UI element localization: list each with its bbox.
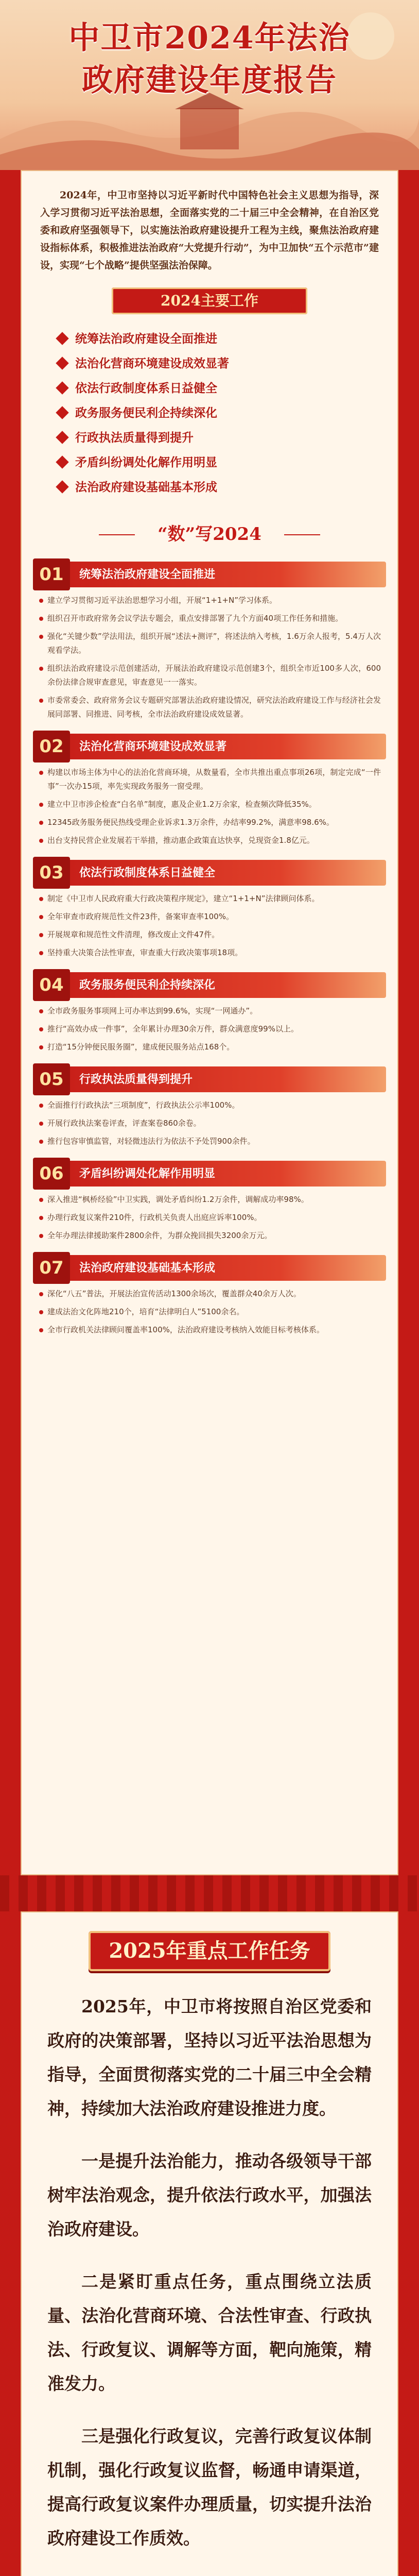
section-body (33, 594, 386, 721)
section-title: 法治政府建设基础基本形成 (79, 1261, 216, 1275)
title-line-2: 政府建设年度报告 (82, 62, 337, 98)
section-body (33, 766, 386, 848)
bullet-dot-icon (39, 1198, 43, 1202)
numbers-sections (22, 562, 397, 1337)
number-section (33, 1255, 386, 1337)
bullet-dot-icon (39, 1310, 43, 1314)
bullet-dot-icon (39, 1009, 43, 1013)
bullet-dot-icon (39, 821, 43, 825)
section-body (33, 1098, 386, 1148)
diamond-icon (56, 431, 68, 444)
intro-text: 2024年，中卫市坚持以习近平新时代中国特色社会主义思想为指导，深入学习贯彻习近平法治思想，全面落实党的二十届三中全会精神，在自治区党委和政府坚强领导下，以实施法治政府建设提升工程为主线，聚焦法治政府建设指标体系，积极推进法治政府“大党提升行动”，为中卫加快“五个示范市”建设，实现“七个战略”提供坚强法治保障。 (40, 190, 379, 271)
section-paragraph: 推行包容审慎监管，对轻微违法行为依法不予处罚900余件。 (38, 1134, 381, 1148)
section-body (33, 892, 386, 960)
plan-paragraph: 一是提升法治能力，推动各级领导干部树牢法治观念，提升依法行政水平，加强法治政府建设。 (47, 2151, 372, 2239)
bullet-dot-icon (39, 933, 43, 937)
section-body (33, 1193, 386, 1243)
plan-banner: 2025年重点工作任务 (89, 1931, 330, 1971)
bullet-dot-icon (39, 771, 43, 775)
section-paragraph: 组织召开市政府常务会议学法专题会，重点安排部署了九个方面40项工作任务和措施。 (38, 612, 381, 625)
bullet-dot-icon (39, 1216, 43, 1220)
task-item: 政务服务便民利企持续深化 (58, 401, 361, 426)
section-number: 01 (33, 558, 70, 590)
section-header (33, 972, 386, 998)
bullet-dot-icon (39, 1045, 43, 1049)
diamond-icon (56, 332, 68, 345)
number-section (33, 972, 386, 1054)
section-header (33, 860, 386, 886)
section-paragraph: 打造“15分钟便民服务圈”，建成便民服务站点168个。 (38, 1040, 381, 1054)
section-title: 统筹法治政府建设全面推进 (79, 568, 216, 581)
section-paragraph: 全面推行行政执法“三项制度”，行政执法公示率100%。 (38, 1098, 381, 1112)
diamond-icon (56, 455, 68, 468)
section-header (33, 734, 386, 759)
task-item: 法治化营商环境建设成效显著 (58, 351, 361, 376)
section-number: 02 (33, 731, 70, 762)
section-header (33, 562, 386, 587)
bullet-dot-icon (39, 839, 43, 843)
section-body (33, 1004, 386, 1054)
task-item: 行政执法质量得到提升 (58, 426, 361, 450)
task-item: 统筹法治政府建设全面推进 (58, 327, 361, 351)
section-paragraph: 出台支持民营企业发展若干举措，推动惠企政策直达快享，兑现资金1.8亿元。 (38, 834, 381, 848)
plan-panel (21, 1911, 398, 2576)
section-paragraph: 全市政务服务事项网上可办率达到99.6%，实现“一网通办”。 (38, 1004, 381, 1018)
bullet-dot-icon (39, 1328, 43, 1332)
bullet-dot-icon (39, 667, 43, 671)
section-paragraph: 强化“关键少数”学法用法，组织开展“述法+测评”，将述法纳入考核，1.6万余人报考，5.4万人次观看学法。 (38, 630, 381, 657)
section-number: 06 (33, 1158, 70, 1190)
section-header (33, 1161, 386, 1187)
bullet-dot-icon (39, 1292, 43, 1296)
plan-paragraph: 三是强化行政复议，完善行政复议体制机制，强化行政复议监督，畅通申请渠道，提高行政复议案件办理质量，切实提升法治政府建设工作质效。 (47, 2426, 372, 2548)
bullet-dot-icon (39, 1140, 43, 1144)
section-header (33, 1255, 386, 1281)
task-item: 矛盾纠纷调处化解作用明显 (58, 450, 361, 475)
section-number: 07 (33, 1252, 70, 1284)
section-paragraph: 制定《中卫市人民政府重大行政决策程序规定》，建立“1+1+N”法律顾问体系。 (38, 892, 381, 906)
bullet-dot-icon (39, 1104, 43, 1108)
section-title: 行政执法质量得到提升 (79, 1073, 193, 1086)
section-paragraph: 深化“八五”普法，开展法治宣传活动1300余场次，覆盖群众40余万人次。 (38, 1287, 381, 1301)
tasks-banner: 2024主要工作 (112, 287, 307, 314)
section-title: 矛盾纠纷调处化解作用明显 (79, 1167, 216, 1180)
diamond-icon (56, 480, 68, 493)
bullet-dot-icon (39, 951, 43, 955)
number-section (33, 1066, 386, 1148)
section-paragraph: 坚持重大决策合法性审查，审查重大行政决策事项18项。 (38, 946, 381, 960)
section-paragraph: 建成法治文化阵地210个，培育“法律明白人”5100余名。 (38, 1305, 381, 1319)
number-section (33, 1161, 386, 1243)
plan-paragraph: 二是紧盯重点任务，重点围绕立法质量、法治化营商环境、合法性审查、行政执法、行政复议、调解等方面，靶向施策，精准发力。 (47, 2272, 372, 2394)
bullet-dot-icon (39, 1027, 43, 1031)
intro-panel (21, 170, 398, 1875)
section-paragraph: 建立学习贯彻习近平法治思想学习小组，开展“1+1+N”学习体系。 (38, 594, 381, 607)
section-title: 法治化营商环境建设成效显著 (79, 740, 227, 753)
bullet-dot-icon (39, 617, 43, 621)
number-section (33, 734, 386, 848)
number-section (33, 860, 386, 960)
number-section (33, 562, 386, 721)
section-paragraph: 建立中卫市涉企检查“白名单”制度，惠及企业1.2万余家，检查频次降低35%。 (38, 798, 381, 811)
bullet-dot-icon (39, 635, 43, 639)
bullet-dot-icon (39, 1234, 43, 1238)
numbers-title: “数”写2024 (99, 519, 320, 549)
section-paragraph: 推行“高效办成一件事”，全年累计办理30余万件，群众满意度99%以上。 (38, 1022, 381, 1036)
title-line-1: 中卫市2024年法治 (68, 20, 351, 56)
divider-strip (0, 1875, 419, 1911)
section-body (33, 1287, 386, 1337)
bullet-dot-icon (39, 915, 43, 919)
task-item: 法治政府建设基础基本形成 (58, 475, 361, 500)
section-paragraph: 深入推进“枫桥经验”中卫实践，调处矛盾纠纷1.2万余件，调解成功率98%。 (38, 1193, 381, 1207)
section-paragraph: 全年审查市政府规范性文件23件，备案审查率100%。 (38, 910, 381, 924)
section-paragraph: 全年办理法律援助案件2800余件，为群众挽回损失3200余万元。 (38, 1229, 381, 1243)
diamond-icon (56, 357, 68, 369)
section-header (33, 1066, 386, 1092)
section-number: 04 (33, 969, 70, 1001)
section-paragraph: 开展规章和规范性文件清理，修改废止文件47件。 (38, 928, 381, 942)
hero-header (0, 0, 419, 170)
diamond-icon (56, 406, 68, 419)
section-title: 政务服务便民利企持续深化 (79, 978, 216, 992)
section-paragraph: 12345政务服务便民热线受理企业诉求1.3万余件，办结率99.2%，满意率98.6%。 (38, 816, 381, 829)
section-paragraph: 全市行政机关法律顾问覆盖率100%，法治政府建设考核纳入效能目标考核体系。 (38, 1323, 381, 1337)
tasks-list (58, 327, 361, 500)
bullet-dot-icon (39, 599, 43, 603)
diamond-icon (56, 381, 68, 394)
section-paragraph: 组织法治政府建设示范创建活动，开展法治政府建设示范创建3个，组织全市近100多人次，600余份法律合规审查意见，审查意见一一落实。 (38, 662, 381, 689)
section-number: 03 (33, 857, 70, 889)
bullet-dot-icon (39, 897, 43, 901)
section-paragraph: 构建以市场主体为中心的法治化营商环境，从数量看，全市共推出重点事项26项，制定完成“一件事”一次办15项，率先实现政务服务一窗受理。 (38, 766, 381, 793)
section-title: 依法行政制度体系日益健全 (79, 866, 216, 879)
task-item: 依法行政制度体系日益健全 (58, 376, 361, 401)
section-paragraph: 市委常委会、政府常务会议专题研究部署法治政府建设情况，研究法治政府建设工作与经济社会发展同部署、同推进、同考核，全市法治政府建设成效显著。 (38, 693, 381, 721)
bullet-dot-icon (39, 699, 43, 703)
section-number: 05 (33, 1063, 70, 1095)
plan-paragraph: 2025年，中卫市将按照自治区党委和政府的决策部署，坚持以习近平法治思想为指导，全面贯彻落实党的二十届三中全会精神，持续加大法治政府建设推进力度。 (47, 1996, 372, 2119)
bullet-dot-icon (39, 1122, 43, 1126)
section-paragraph: 开展行政执法案卷评查，评查案卷860余卷。 (38, 1116, 381, 1130)
bullet-dot-icon (39, 803, 43, 807)
section-paragraph: 办理行政复议案件210件，行政机关负责人出庭应诉率100%。 (38, 1211, 381, 1225)
